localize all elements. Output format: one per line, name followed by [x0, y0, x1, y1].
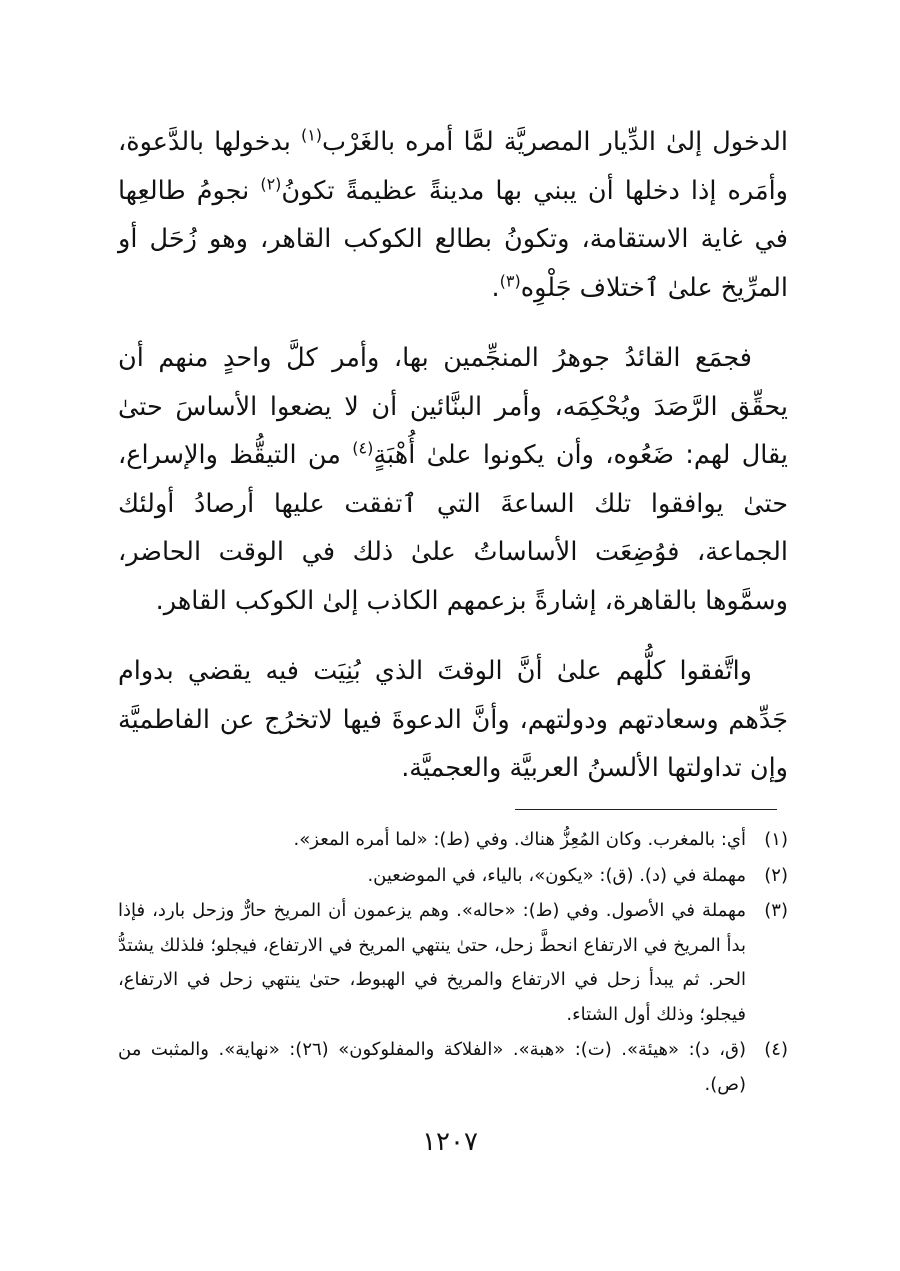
footnotes	[118, 823, 788, 1103]
paragraph-2-text-a: فجمَع القائدُ جوهرُ المنجِّمين بها، وأمر كلَّ واحدٍ منهم أن يحقِّق الرَّصَدَ ويُحْكِمَه، وأمر البنَّائين أن لا يضعوا الأساسَ حتىٰ يقال لهم: ضَعُوه، وأن يكونوا علىٰ أُهْبَةٍ	[118, 343, 788, 470]
paragraph-2-text-b: من التيقُّظ والإسراع، حتىٰ يوافقوا تلك الساعةَ التي ٱتفقت عليها أرصادُ أولئك الجماعة، فوُضِعَت الأساساتُ علىٰ ذلك في الوقت الحاضر، وسمَّوها بالقاهرة، إشارةً بزعمهم الكاذب إلىٰ الكوكب القاهر.	[118, 440, 788, 616]
paragraph-1	[118, 118, 788, 312]
paragraph-3: واتَّفقوا كلُّهم علىٰ أنَّ الوقتَ الذي بُنِيَت فيه يقضي بدوام جَدِّهم وسعادتهم ودولتهم، وأنَّ الدعوةَ فيها لاتخرُج عن الفاطميَّة وإن تداولتها الألسنُ العربيَّة والعجميَّة.	[118, 656, 788, 783]
footnote-ref-2[interactable]: (٢)	[260, 174, 282, 193]
footnote-1	[118, 823, 788, 858]
footnote-text: أي: بالمغرب. وكان المُعِزُّ هناك. وفي (ط): «لما أمره المعز».	[293, 829, 746, 850]
footnote-ref-3[interactable]: (٣)	[499, 271, 521, 290]
paragraph-1-text-a: الدخول إلىٰ الدِّيار المصريَّة لمَّا أمره بالغَرْب	[322, 127, 788, 157]
main-text	[118, 118, 788, 815]
footnote-separator	[515, 809, 777, 810]
page-number: ١٢٠٧	[422, 1127, 478, 1157]
footnote-number: (٤)	[764, 1039, 788, 1060]
footnote-text: (ق، د): «هيئة». (ت): «هبة». «الفلاكة والمفلوكون» (٢٦): «نهاية». والمثبت من (ص).	[118, 1039, 746, 1095]
footnote-ref-4[interactable]: (٤)	[352, 438, 374, 458]
footnote-3	[118, 894, 788, 1032]
footnote-ref-1[interactable]: (١)	[300, 125, 323, 145]
paragraph-1-text-b: بدخولها بالدَّعوة، وأمَره إذا دخلها أن يبني بها مدينةً عظيمةً تكونُ	[118, 127, 788, 206]
paragraph-1-text-c: نجومُ طالعِها في غاية الاستقامة، وتكونُ بطالع الكوكب القاهر، وهو زُحَل أو المرِّيخ علىٰ ٱختلاف جَلْوِه	[118, 175, 788, 303]
footnote-text: مهملة في الأصول. وفي (ط): «حاله». وهم يزعمون أن المريخ حارٌّ وزحل بارد، فإذا بدأ المريخ في الارتفاع انحطَّ زحل، حتىٰ ينتهي المريخ في الارتفاع، فيجلو؛ فلذلك يشتدُّ الحر. ثم يبدأ زحل في الارتفاع والمريخ في الهبوط، حتىٰ ينتهي زحل في الارتفاع، فيجلو؛ وذلك أول الشتاء.	[118, 900, 746, 1025]
paragraph-1-text-d: .	[491, 272, 500, 303]
footnote-number: (١)	[764, 829, 788, 850]
footnote-4	[118, 1033, 788, 1102]
footnote-number: (٣)	[764, 900, 788, 921]
footnote-text: مهملة في (د). (ق): «يكون»، بالياء، في الموضعين.	[367, 864, 746, 886]
footnote-number: (٢)	[764, 864, 788, 886]
paragraph-2	[118, 334, 788, 625]
footnote-2	[118, 859, 788, 894]
